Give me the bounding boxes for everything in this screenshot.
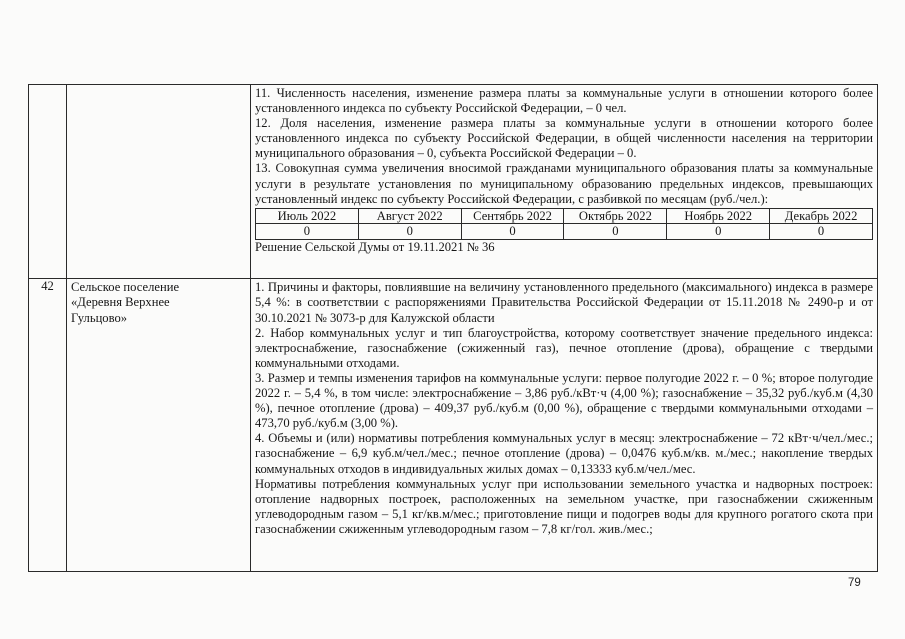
month-header: Октябрь 2022 (564, 208, 667, 224)
months-header-row (256, 208, 873, 224)
info-cell (251, 85, 878, 279)
municipality-name-line: Сельское поселение (71, 280, 180, 295)
month-value: 0 (770, 224, 873, 240)
month-value: 0 (667, 224, 770, 240)
paragraph-1: 1. Причины и факторы, повлиявшие на величину установленного предельного (максимального) индекса в размере 5,4 %: в соответствии с распоряжениями Правительства Российской Федерации от 15.11.2018 № 2490-р и от 30.10.2021 № 3073-р для Калужской области (255, 280, 873, 325)
municipality-name-line: «Деревня Верхнее (71, 295, 170, 310)
document-table (28, 84, 878, 572)
months-values-row (256, 224, 873, 240)
paragraph-13: 13. Совокупная сумма увеличения вносимой гражданами муниципального образования платы за коммунальные услуги в результате установления по муниципальному образованию предельных индексов, превышающих установленный индекс по субъекту Российской Федерации, с разбивкой по месяцам (руб./чел.): (255, 161, 873, 206)
month-value: 0 (564, 224, 667, 240)
month-value: 0 (358, 224, 461, 240)
municipality-name-cell (67, 85, 251, 279)
page-number: 79 (848, 577, 861, 589)
paragraph-2: 2. Набор коммунальных услуг и тип благоустройства, которому соответствует значение предельного индекса: электроснабжение, газоснабжение (сжиженный газ), печное отопление (дрова), обращение с твердыми коммунальными отходами. (255, 325, 873, 370)
municipality-name-line: Гульцово» (71, 310, 128, 325)
month-header: Август 2022 (358, 208, 461, 224)
month-value: 0 (256, 224, 359, 240)
row-number-cell (29, 85, 67, 279)
paragraph-3: 3. Размер и темпы изменения тарифов на коммунальные услуги: первое полугодие 2022 г. – 0 %; второе полугодие 2022 г. – 5,4 %, в том числе: электроснабжение – 3,86 руб./кВт·ч (4,00 %); газоснабжение – 35,32 руб./куб.м (4,30 %), печное отопление (дрова) – 409,37 руб./куб.м (0,00 %), обращение с твердыми коммунальными отходами – 473,70 руб./куб.м (3,00 %). (255, 370, 873, 431)
info-cell (251, 279, 878, 572)
paragraph-12: 12. Доля населения, изменение размера платы за коммунальные услуги в отношении которого более установленного индекса по субъекту Российской Федерации, в общей численности населения на территории муниципального образования – 0, субъекта Российской Федерации – 0. (255, 116, 873, 161)
table-row (29, 85, 878, 279)
monthly-increase-table (255, 208, 873, 240)
paragraph-norms: Нормативы потребления коммунальных услуг при использовании земельного участка и надворных построек: отопление надворных построек, расположенных на земельном участке, при газоснабжении сжиженным углеводородным газом – 5,1 кг/кв.м/мес.; приготовление пищи и подогрев воды для крупного рогатого скота при газоснабжении сжиженным углеводородным газом – 7,8 кг/гол. жив./мес.; (255, 476, 873, 536)
municipality-name-cell (67, 279, 251, 572)
month-value: 0 (461, 224, 564, 240)
table-row (29, 279, 878, 572)
month-header: Июль 2022 (256, 208, 359, 224)
month-header: Декабрь 2022 (770, 208, 873, 224)
month-header: Сентябрь 2022 (461, 208, 564, 224)
paragraph-11: 11. Численность населения, изменение размера платы за коммунальные услуги в отношении которого более установленного индекса по субъекту Российской Федерации, – 0 чел. (255, 86, 873, 116)
month-header: Ноябрь 2022 (667, 208, 770, 224)
paragraph-4: 4. Объемы и (или) нормативы потребления коммунальных услуг в месяц: электроснабжение – 72 кВт·ч/чел./мес.; газоснабжение – 6,9 куб.м/чел./мес.; печное отопление (дрова) – 0,0476 куб.м/кв. м./мес.; накопление твердых коммунальных отходов в индивидуальных жилых домах – 0,13333 куб.м/чел./мес. (255, 431, 873, 476)
row-number-cell: 42 (29, 279, 67, 572)
decision-reference: Решение Сельской Думы от 19.11.2021 № 36 (255, 239, 495, 254)
